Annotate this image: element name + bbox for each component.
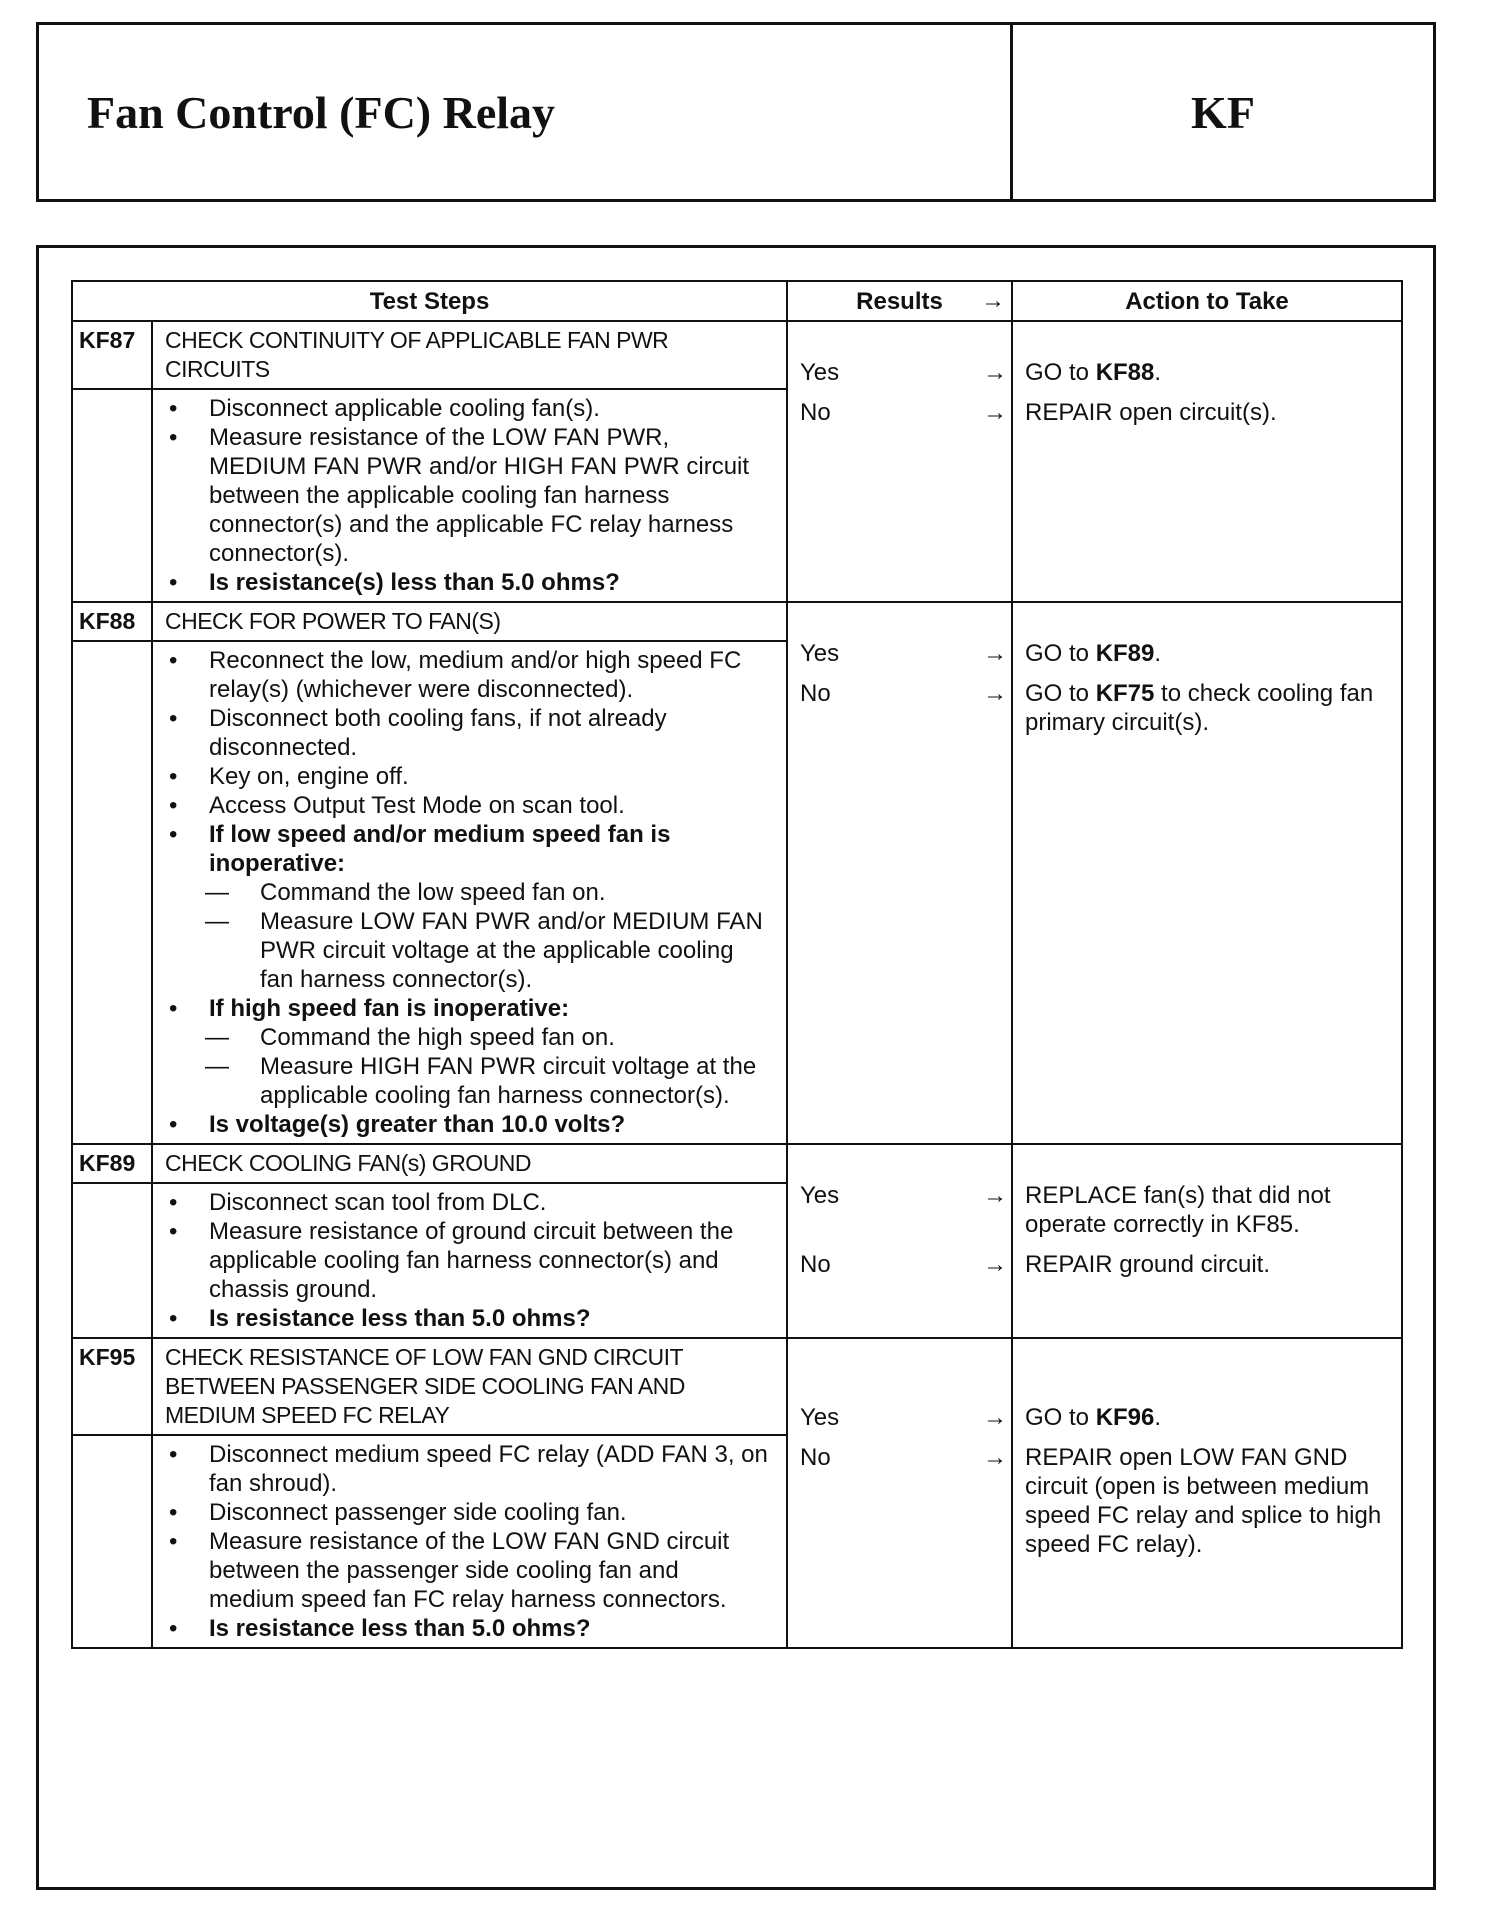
result-label: No (800, 680, 831, 707)
bullet-icon: • (169, 395, 178, 422)
arrow-icon: → (983, 1182, 1007, 1209)
results-cell (787, 321, 1012, 602)
step-text: Access Output Test Mode on scan tool. (209, 792, 625, 819)
action-text (1013, 1250, 1401, 1279)
step-text: Measure HIGH FAN PWR circuit voltage at the applicable cooling fan harness connector(s). (260, 1053, 757, 1109)
step-text: Disconnect medium speed FC relay (ADD FAN 3, on fan shroud). (209, 1441, 768, 1497)
dash-item (165, 1052, 770, 1110)
step-reference-link[interactable]: KF75 (1095, 680, 1155, 707)
bullet-icon: • (169, 1111, 178, 1138)
steps-cell (152, 641, 787, 1144)
action-text (1013, 679, 1401, 737)
action-main: GO to (1025, 680, 1096, 707)
results-cell (787, 602, 1012, 1144)
bullet-icon: • (169, 995, 178, 1022)
arrow-icon: → (983, 680, 1007, 707)
arrow-icon: → (983, 1444, 1007, 1471)
step-text: Measure resistance of ground circuit between the applicable cooling fan harness connector(s) and chassis ground. (209, 1218, 734, 1303)
result-line (788, 1181, 1011, 1239)
dash-item (165, 1023, 770, 1052)
step-reference-link[interactable]: KF96 (1095, 1404, 1155, 1431)
step-reference-link[interactable]: KF88 (1095, 359, 1155, 386)
bullet-item (165, 1188, 770, 1217)
step-code: KF89 (72, 1144, 152, 1183)
action-main: REPLACE fan(s) that did not operate correctly in KF85. (1025, 1182, 1331, 1238)
result-line (788, 1403, 1011, 1432)
dash-icon: — (205, 1053, 229, 1080)
bullet-item (165, 1110, 770, 1139)
action-text (1013, 398, 1401, 427)
bullet-icon: • (169, 647, 178, 674)
step-text: Reconnect the low, medium and/or high speed FC relay(s) (whichever were disconnected). (209, 647, 742, 703)
content-frame (36, 245, 1436, 1890)
step-reference-link[interactable]: KF89 (1095, 640, 1155, 667)
step-text: Measure LOW FAN PWR and/or MEDIUM FAN PWR circuit voltage at the applicable cooling fan harness connector(s). (260, 908, 763, 993)
step-text: Is voltage(s) greater than 10.0 volts? (209, 1111, 626, 1138)
bullet-icon: • (169, 763, 178, 790)
action-main: REPAIR open LOW FAN GND circuit (open is between medium speed FC relay and splice to high speed FC relay). (1025, 1444, 1382, 1558)
action-main: GO to (1025, 640, 1096, 667)
result-line (788, 358, 1011, 387)
step-code: KF87 (72, 321, 152, 389)
bullet-icon: • (169, 792, 178, 819)
bullet-icon: • (169, 705, 178, 732)
blank-cell (72, 389, 152, 602)
step-text: Command the low speed fan on. (260, 879, 606, 906)
step-text: Command the high speed fan on. (260, 1024, 615, 1051)
action-main: GO to (1025, 359, 1096, 386)
step-heading: CHECK FOR POWER TO FAN(S) (152, 602, 787, 641)
action-cell (1012, 1338, 1402, 1648)
steps-cell (152, 1183, 787, 1338)
step-code: KF95 (72, 1338, 152, 1435)
result-label: No (800, 399, 831, 426)
step-text: Disconnect applicable cooling fan(s). (209, 395, 600, 422)
result-line (788, 1250, 1011, 1279)
bullet-icon: • (169, 1218, 178, 1245)
bullet-icon: • (169, 569, 178, 596)
bullet-icon: • (169, 1441, 178, 1468)
step-text: If low speed and/or medium speed fan is inoperative: (209, 821, 671, 877)
arrow-icon: → (983, 1404, 1007, 1431)
step-text: Disconnect passenger side cooling fan. (209, 1499, 627, 1526)
dash-icon: — (205, 1024, 229, 1051)
diagnostic-table (71, 280, 1403, 1649)
steps-cell (152, 389, 787, 602)
blank-cell (72, 1183, 152, 1338)
results-cell (787, 1144, 1012, 1338)
bullet-item (165, 646, 770, 704)
bullet-item (165, 423, 770, 568)
bullet-item (165, 820, 770, 878)
result-label: No (800, 1251, 831, 1278)
bullet-item (165, 1614, 770, 1643)
step-heading: CHECK CONTINUITY OF APPLICABLE FAN PWR CIRCUITS (152, 321, 787, 389)
step-heading-row (72, 1144, 1402, 1183)
step-text: Disconnect both cooling fans, if not already disconnected. (209, 705, 667, 761)
action-suffix: . (1154, 359, 1162, 386)
bullet-item (165, 1217, 770, 1304)
dash-item (165, 878, 770, 907)
action-cell (1012, 602, 1402, 1144)
arrow-icon: → (983, 640, 1007, 667)
bullet-item (165, 1440, 770, 1498)
action-main: GO to (1025, 1404, 1096, 1431)
step-text: Is resistance less than 5.0 ohms? (209, 1305, 591, 1332)
step-text: Disconnect scan tool from DLC. (209, 1189, 547, 1216)
action-cell (1012, 1144, 1402, 1338)
action-text (1013, 1443, 1401, 1559)
page-header (36, 22, 1436, 202)
result-label: Yes (800, 1404, 840, 1431)
bullet-icon: • (169, 1615, 178, 1642)
result-label: Yes (800, 359, 840, 386)
page-title: Fan Control (FC) Relay (87, 86, 556, 138)
table-header-row (72, 281, 1402, 321)
result-label: Yes (800, 1182, 840, 1209)
action-main: REPAIR open circuit(s). (1025, 399, 1277, 426)
action-header: Action to Take (1012, 281, 1402, 321)
bullet-item (165, 394, 770, 423)
step-heading: CHECK RESISTANCE OF LOW FAN GND CIRCUIT BETWEEN PASSENGER SIDE COOLING FAN AND MEDIUM SPEED FC RELAY (152, 1338, 787, 1435)
result-line (788, 1443, 1011, 1559)
bullet-icon: • (169, 1305, 178, 1332)
dash-icon: — (205, 908, 229, 935)
result-label: No (800, 1444, 831, 1471)
bullet-icon: • (169, 1499, 178, 1526)
section-code: KF (1010, 25, 1433, 199)
steps-cell (152, 1435, 787, 1648)
blank-cell (72, 1435, 152, 1648)
action-main: REPAIR ground circuit. (1025, 1251, 1270, 1278)
action-suffix: to check cooling fan primary circuit(s). (1025, 680, 1374, 736)
bullet-item (165, 568, 770, 597)
results-cell (787, 1338, 1012, 1648)
step-text: Is resistance less than 5.0 ohms? (209, 1615, 591, 1642)
bullet-item (165, 1498, 770, 1527)
bullet-item (165, 762, 770, 791)
dash-icon: — (205, 879, 229, 906)
bullet-item (165, 1527, 770, 1614)
action-suffix: . (1154, 640, 1162, 667)
result-line (788, 398, 1011, 427)
blank-cell (72, 641, 152, 1144)
results-header (787, 281, 1012, 321)
step-text: Measure resistance of the LOW FAN PWR, MEDIUM FAN PWR and/or HIGH FAN PWR circuit between the applicable cooling fan harness connector(s) and the applicable FC relay harness connector(s). (209, 424, 750, 567)
step-heading: CHECK COOLING FAN(s) GROUND (152, 1144, 787, 1183)
arrow-icon: → (983, 399, 1007, 426)
step-code: KF88 (72, 602, 152, 641)
results-header-label: Results (856, 287, 943, 315)
step-text: Key on, engine off. (209, 763, 409, 790)
arrow-icon: → (983, 1251, 1007, 1278)
action-text (1013, 1403, 1401, 1432)
action-suffix: . (1154, 1404, 1162, 1431)
step-text: If high speed fan is inoperative: (209, 995, 570, 1022)
bullet-icon: • (169, 1528, 178, 1555)
action-cell (1012, 321, 1402, 602)
step-text: Measure resistance of the LOW FAN GND circuit between the passenger side cooling fan and medium speed fan FC relay harness connectors. (209, 1528, 730, 1613)
bullet-icon: • (169, 1189, 178, 1216)
action-text (1013, 358, 1401, 387)
test-steps-header: Test Steps (72, 281, 787, 321)
dash-item (165, 907, 770, 994)
bullet-item (165, 994, 770, 1023)
arrow-icon: → (983, 359, 1007, 386)
action-text (1013, 639, 1401, 668)
bullet-icon: • (169, 424, 178, 451)
arrow-icon: → (981, 287, 1005, 314)
bullet-icon: • (169, 821, 178, 848)
step-text: Is resistance(s) less than 5.0 ohms? (209, 569, 620, 596)
step-heading-row (72, 321, 1402, 389)
result-line (788, 679, 1011, 737)
bullet-item (165, 1304, 770, 1333)
bullet-item (165, 791, 770, 820)
bullet-item (165, 704, 770, 762)
result-line (788, 639, 1011, 668)
step-heading-row (72, 602, 1402, 641)
step-heading-row (72, 1338, 1402, 1435)
action-text (1013, 1181, 1401, 1239)
result-label: Yes (800, 640, 840, 667)
